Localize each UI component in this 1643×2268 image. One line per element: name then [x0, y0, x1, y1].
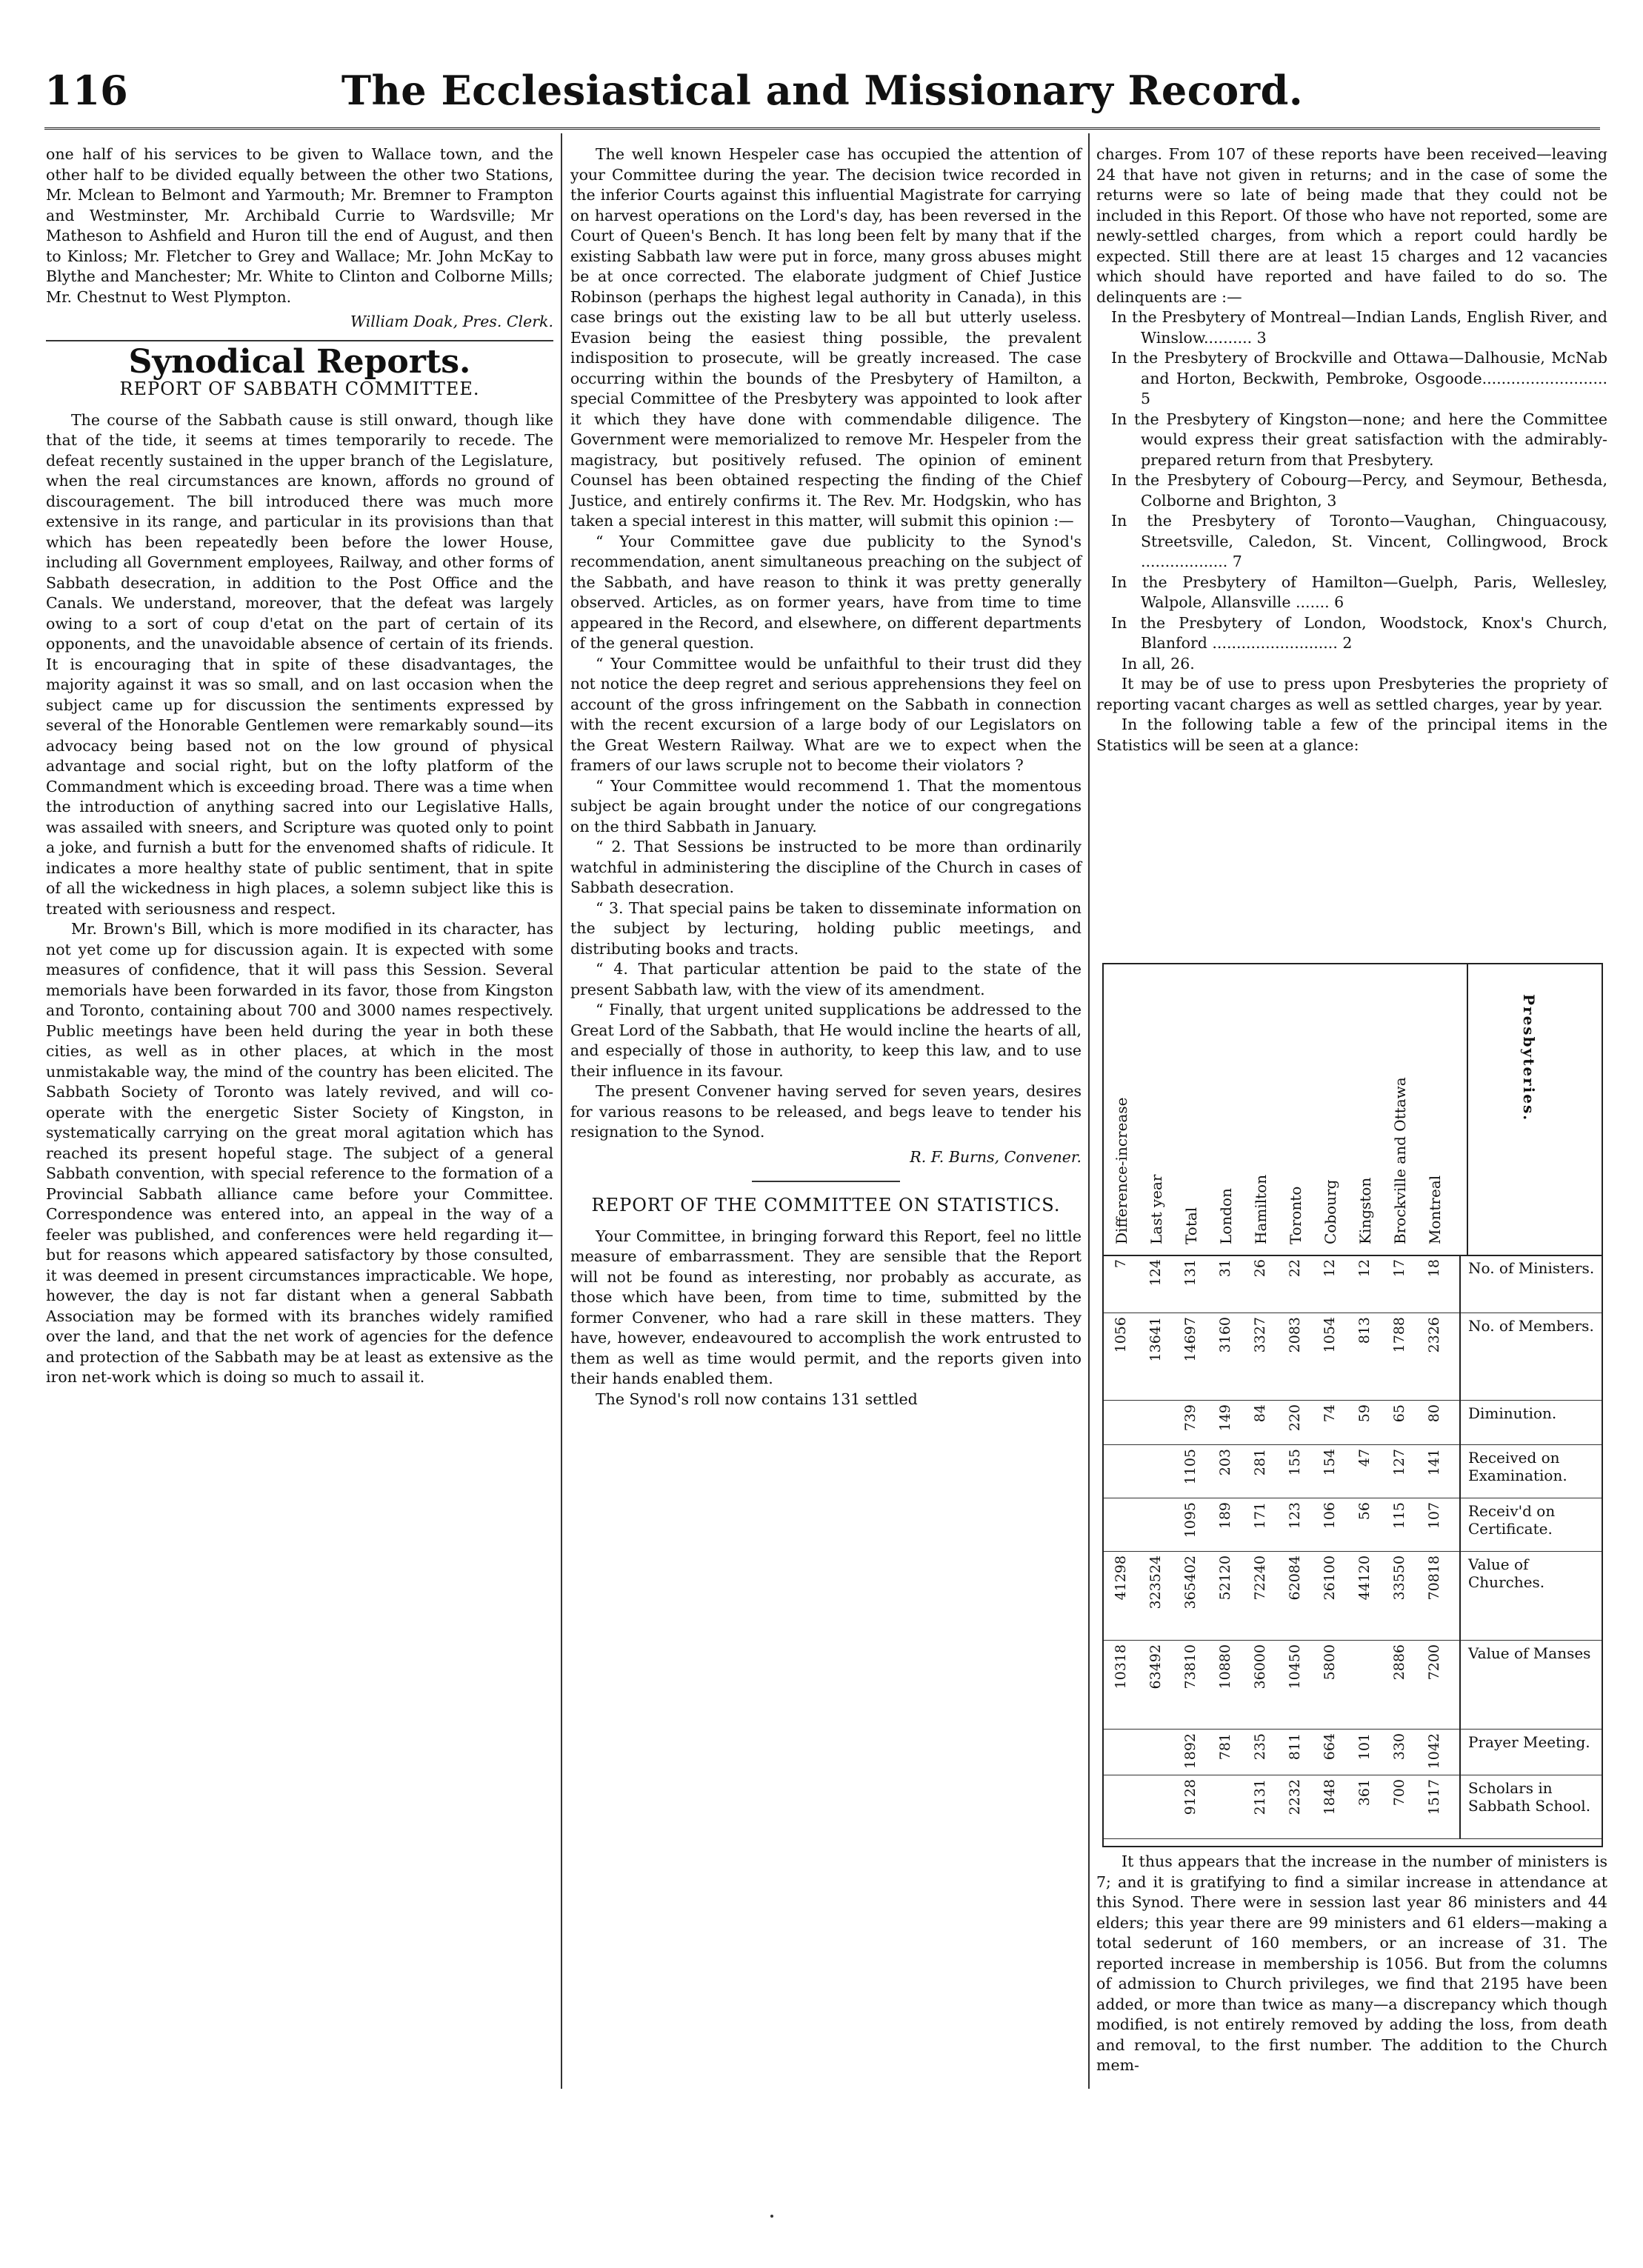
row-label: Received on Examination.	[1468, 1449, 1567, 1484]
table-cell: 189	[1217, 1502, 1233, 1530]
table-cell: 235	[1252, 1733, 1268, 1761]
table-cell: 101	[1356, 1733, 1373, 1761]
table-cell: 124	[1147, 1259, 1164, 1287]
table-cell: 1105	[1182, 1449, 1199, 1485]
paragraph: “ Finally, that urgent united supplications be addressed to the Great Lord of the Sabbath, that He would incline the hearts of all, and especially of those in authority, to keep this law, and to use their influence in its favour.	[570, 1001, 1082, 1080]
table-cell: 59	[1356, 1404, 1373, 1423]
table-cell: 2886	[1391, 1644, 1407, 1681]
table-cell: 22	[1287, 1259, 1303, 1278]
row-label: Value of Churches.	[1468, 1555, 1545, 1591]
paragraph: “ 3. That special pains be taken to disseminate information on the subject by lecturing, holding public meetings, and distributing books and tracts.	[570, 898, 1082, 958]
table-cell: 70818	[1426, 1555, 1442, 1601]
table-cell: 74	[1322, 1404, 1338, 1423]
column-divider	[1088, 133, 1090, 2089]
table-cell: 2232	[1287, 1779, 1303, 1815]
table-cell: 17	[1391, 1259, 1407, 1278]
table-cell: 323524	[1147, 1555, 1164, 1610]
table-cell: 56	[1356, 1502, 1373, 1521]
row-values	[1104, 1775, 1461, 1838]
table-cell: 9128	[1182, 1779, 1199, 1815]
table-cell: 41298	[1113, 1555, 1129, 1601]
presbytery-labels	[1104, 964, 1459, 1255]
divider	[752, 1181, 900, 1182]
presbytery-name: Montreal	[1426, 1175, 1444, 1244]
presbytery-name: Kingston	[1356, 1177, 1374, 1244]
statistics-table	[1102, 963, 1603, 1847]
row-label: No. of Ministers.	[1468, 1259, 1595, 1277]
journal-title: The Ecclesiastical and Missionary Record.	[341, 67, 1304, 114]
table-cell: 1848	[1322, 1779, 1338, 1815]
row-values	[1104, 1255, 1461, 1313]
table-cell: 3160	[1217, 1317, 1233, 1353]
table-row	[1104, 1640, 1602, 1730]
row-values	[1104, 1640, 1461, 1729]
table-row	[1104, 1255, 1602, 1313]
table-cell: 365402	[1182, 1555, 1199, 1610]
table-header	[1104, 964, 1602, 1256]
table-cell: 664	[1322, 1733, 1338, 1761]
table-cell: 72240	[1252, 1555, 1268, 1601]
table-cell: 149	[1217, 1404, 1233, 1432]
table-cell: 7200	[1426, 1644, 1442, 1681]
table-cell: 811	[1287, 1733, 1303, 1761]
table-cell: 31	[1217, 1259, 1233, 1278]
paragraph: It may be of use to press upon Presbyteries the propriety of reporting vacant charges as well as settled charges, year by year.	[1096, 675, 1607, 713]
table-cell: 14697	[1182, 1317, 1199, 1362]
table-row	[1104, 1498, 1602, 1552]
signature: William Doak, Pres. Clerk.	[350, 313, 553, 330]
table-cell: 1095	[1182, 1502, 1199, 1538]
table-row	[1104, 1444, 1602, 1498]
table-cell: 44120	[1356, 1555, 1373, 1601]
column-3-continued	[1096, 1852, 1607, 2076]
table-cell: 739	[1182, 1404, 1199, 1432]
presbytery-name: Difference-increase	[1113, 1097, 1130, 1244]
table-cell: 13641	[1147, 1317, 1164, 1362]
presbytery-name: Hamilton	[1252, 1174, 1270, 1244]
table-cell: 127	[1391, 1449, 1407, 1476]
table-cell: 10450	[1287, 1644, 1303, 1690]
presbyteries-header	[1467, 964, 1594, 1255]
delinquent-item: In the Presbytery of Montreal—Indian Lands, English River, and Winslow.......... 3	[1111, 308, 1607, 347]
table-row	[1104, 1775, 1602, 1839]
table-cell: 33550	[1391, 1555, 1407, 1601]
table-cell: 80	[1426, 1404, 1442, 1423]
table-cell: 107	[1426, 1502, 1442, 1530]
table-cell: 62084	[1287, 1555, 1303, 1601]
row-label: Prayer Meeting.	[1468, 1733, 1590, 1751]
report-heading: REPORT OF SABBATH COMMITTEE.	[119, 378, 480, 399]
row-label: Diminution.	[1468, 1404, 1557, 1422]
table-cell: 281	[1252, 1449, 1268, 1476]
paragraph: Mr. Brown's Bill, which is more modified in its character, has not yet come up for discussion again. It is expected with some measures of confidence, that it will pass this Session. Several memorials have been forwarded in its favor, those from Kingston and Toronto, containing about 700 and 3000 names respectively. Public meetings have been held during the year in both these cities, as well as in other places, at which in the most unmistakable way, the mind of the country has been elicited. The Sabbath Society of Toronto was lately revived, and will co-operate with the energetic Sister Society of Kingston, in systematically carrying on the great moral agitation which has reached its present hopeful stage. The subject of a general Sabbath convention, with special reference to the formation of a Provincial Sabbath alliance came before your Committee. Correspondence was entered into, an appeal in the way of a feeler was published, and conferences were held regarding it—but for reasons which appeared satisfactory by those consulted, it was deemed in present circumstances impracticable. We hope, however, the day is not far distant when a general Sabbath Association may be formed with its branches widely ramified over the land, and that the net work of agencies for the defence and protection of the Sabbath may be at least as extensive as the iron net-work which is doing so much to assail it.	[46, 920, 553, 1386]
presbytery-name: Brockville and Ottawa	[1391, 1077, 1409, 1244]
table-row	[1104, 1551, 1602, 1641]
table-cell: 2326	[1426, 1317, 1442, 1353]
table-cell: 154	[1322, 1449, 1338, 1476]
row-values	[1104, 1498, 1461, 1551]
intro-paragraph: one half of his services to be given to Wallace town, and the other half to be divided equally between the other two Stations, Mr. Mclean to Belmont and Yarmouth; Mr. Bremner to Frampton and Westminster, Mr. Archibald Currie to Wardsville; Mr Matheson to Ashfield and Huron till the end of August, and then to Kinloss; Mr. Fletcher to Grey and Wallace; Mr. John McKay to Blythe and Manchester; Mr. White to Clinton and Colborne Mills; Mr. Chestnut to West Plympton.	[46, 145, 553, 306]
table-cell: 7	[1113, 1259, 1129, 1269]
table-cell: 5800	[1322, 1644, 1338, 1681]
table-cell: 52120	[1217, 1555, 1233, 1601]
table-cell: 12	[1356, 1259, 1373, 1278]
row-values	[1104, 1444, 1461, 1498]
table-cell: 781	[1217, 1733, 1233, 1761]
delinquent-item: In the Presbytery of Brockville and Ottawa—Dalhousie, McNab and Horton, Beckwith, Pembroke, Osgoode.......................... 5	[1111, 349, 1607, 407]
row-label: Receiv'd on Certificate.	[1468, 1502, 1556, 1538]
row-label: Value of Manses	[1468, 1644, 1591, 1662]
table-cell: 47	[1356, 1449, 1373, 1467]
paragraph: charges. From 107 of these reports have been received—leaving 24 that have not given in returns; and in the case of some the returns were so late of being made that they could not be included in this Report. Of those who have not reported, some are newly-settled charges, from which a report could hardly be expected. Still there are at least 15 charges and 12 vacancies which should have reported and have failed to do so. The delinquents are :—	[1096, 145, 1607, 306]
presbytery-name: Last year	[1147, 1174, 1165, 1244]
paragraph: “ 4. That particular attention be paid to the state of the present Sabbath law, with the view of its amendment.	[570, 960, 1082, 998]
table-cell: 330	[1391, 1733, 1407, 1761]
table-row	[1104, 1729, 1602, 1775]
table-row	[1104, 1313, 1602, 1401]
table-cell: 123	[1287, 1502, 1303, 1530]
table-cell: 26100	[1322, 1555, 1338, 1601]
table-cell: 1892	[1182, 1733, 1199, 1770]
table-cell: 1056	[1113, 1317, 1129, 1353]
delinquent-item: In the Presbytery of Toronto—Vaughan, Chinguacousy, Streetsville, Caledon, St. Vincent, Collingwood, Brock .................. 7	[1111, 512, 1607, 570]
paragraph: “ Your Committee would be unfaithful to their trust did they not notice the deep regret and serious apprehensions they feel on account of the gross infringement on the Sabbath in connection with the recent excursion of a large body of our Legislators on the Great Western Railway. What are we to expect when the framers of our laws scruple not to become their violators ?	[570, 654, 1082, 774]
table-cell: 361	[1356, 1779, 1373, 1807]
paragraph: The Synod's roll now contains 131 settled	[596, 1390, 918, 1408]
delinquent-item: In the Presbytery of London, Woodstock, Knox's Church, Blanford .......................... 2	[1111, 613, 1607, 652]
table-cell: 115	[1391, 1502, 1407, 1530]
delinquent-item: In the Presbytery of Kingston—none; and here the Committee would express their great satisfaction with the admirably-prepared return from that Presbytery.	[1111, 410, 1607, 469]
column-2	[570, 144, 1082, 1410]
table-row	[1104, 1400, 1602, 1445]
paragraph: It thus appears that the increase in the number of ministers is 7; and it is gratifying to find a similar increase in attendance at this Synod. There were in session last year 86 ministers and 44 elders; this year there are 99 ministers and 61 elders—making a total sederunt of 160 members, or an increase of 31. The reported increase in membership is 1056. But from the columns of admission to Church privileges, we find that 2195 have been added, or more than twice as many—a discrepancy which though modified, is not entirely removed by adding the loss, from death and removal, to the first number. The addition to the Church mem-	[1096, 1852, 1607, 2074]
table-cell: 1788	[1391, 1317, 1407, 1353]
paragraph: The course of the Sabbath cause is still onward, though like that of the tide, it seems at times temporarily to recede. The defeat recently sustained in the upper branch of the Legislature, when the real circumstances are known, affords no ground of discouragement. The bill introduced there was much more extensive in its range, and particular in its provisions than that which has been repeatedly been before the lower House, including all Government employees, Railway, and other forms of Sabbath desecration, in addition to the Post Office and the Canals. We understand, moreover, that the defeat was largely owing to a sort of coup d'etat on the part of certain of its opponents, and the unavoidable absence of certain of its friends. It is encouraging that in spite of these disadvantages, the majority against it was so small, and on last occasion when the subject came up for discussion the sentiments expressed by several of the Honorable Gentlemen were remarkably sound—its advocacy being based not on the low ground of physical advantage and social right, but on the lofty platform of the Commandment which is exceeding broad. There was a time when the introduction of anything sacred into our Legislative Halls, was assailed with sneers, and Scripture was quoted only to point a joke, and furnish a butt for the envenomed shafts of ridicule. It indicates a more healthy state of public sentiment, that in spite of all the wickedness in high places, a solemn subject like this is treated with seriousness and respect.	[46, 410, 553, 918]
column-divider	[561, 133, 562, 2089]
table-cell: 73810	[1182, 1644, 1199, 1690]
row-label: Scholars in Sabbath School.	[1468, 1779, 1591, 1815]
in-all: In all, 26.	[1122, 654, 1195, 673]
report-heading: REPORT OF THE COMMITTEE ON STATISTICS.	[591, 1195, 1061, 1215]
table-cell: 1054	[1322, 1317, 1338, 1353]
column-3	[1096, 144, 1607, 756]
row-values	[1104, 1400, 1461, 1444]
table-intro: In the following table a few of the principal items in the Statistics will be seen at a glance:	[1096, 716, 1607, 754]
paragraph: “ 2. That Sessions be instructed to be more than ordinarily watchful in administering the discipline of the Church in cases of Sabbath desecration.	[570, 838, 1082, 896]
table-cell: 171	[1252, 1502, 1268, 1530]
table-cell: 1517	[1426, 1779, 1442, 1815]
paragraph: The present Convener having served for seven years, desires for various reasons to be released, and begs leave to tender his resignation to the Synod.	[570, 1082, 1082, 1141]
paragraph: The well known Hespeler case has occupied the attention of your Committee during the year. The decision twice recorded in the inferior Courts against this influential Magistrate for carrying on harvest operations on the Lord's day, has been reversed in the Court of Queen's Bench. It has long been felt by many that if the existing Sabbath law were put in force, many gross abuses might be at once corrected. The elaborate judgment of Chief Justice Robinson (perhaps the highest legal authority in Canada), in this case brings out the existing law to be all but utterly useless. Evasion being the easiest thing possible, the prevalent indisposition to prosecute, will be greatly increased. The case occurring within the bounds of the Presbytery of Hamilton, a special Committee of the Presbytery was appointed to look after it which they have done with commendable diligence. The Government were memorialized to remove Mr. Hespeler from the magistracy, but positively refused. The opinion of eminent Counsel has been obtained respecting the finding of the Chief Justice, and entirely confirms it. The Rev. Mr. Hodgskin, who has taken a special interest in this matter, will submit this opinion :—	[570, 145, 1082, 530]
column-1	[46, 144, 553, 1388]
section-heading: Synodical Reports.	[128, 342, 471, 381]
table-cell: 10880	[1217, 1644, 1233, 1690]
table-cell: 63492	[1147, 1644, 1164, 1690]
paragraph: “ Your Committee would recommend 1. That the momentous subject be again brought under the notice of our congregations on the third Sabbath in January.	[570, 776, 1082, 836]
row-label: No. of Members.	[1468, 1317, 1594, 1335]
table-cell: 26	[1252, 1259, 1268, 1278]
table-cell: 1042	[1426, 1733, 1442, 1770]
table-cell: 106	[1322, 1502, 1338, 1530]
row-values	[1104, 1313, 1461, 1400]
presbytery-name: Total	[1182, 1207, 1200, 1244]
divider	[46, 340, 553, 341]
delinquent-item: In the Presbytery of Cobourg—Percy, and Seymour, Bethesda, Colborne and Brighton, 3	[1111, 471, 1607, 510]
table-cell: 10318	[1113, 1644, 1129, 1690]
table-cell: 2131	[1252, 1779, 1268, 1815]
header-rule	[44, 127, 1600, 130]
table-cell: 36000	[1252, 1644, 1268, 1690]
table-cell: 131	[1182, 1259, 1199, 1287]
table-cell: 220	[1287, 1404, 1303, 1432]
presbytery-name: Toronto	[1287, 1186, 1304, 1244]
row-values	[1104, 1729, 1461, 1775]
table-cell: 18	[1426, 1259, 1442, 1278]
table-cell: 700	[1391, 1779, 1407, 1807]
table-cell: 141	[1426, 1449, 1442, 1476]
table-cell: 2083	[1287, 1317, 1303, 1353]
table-cell: 155	[1287, 1449, 1303, 1476]
table-cell: 813	[1356, 1317, 1373, 1344]
table-cell: 12	[1322, 1259, 1338, 1278]
presbytery-name: London	[1217, 1188, 1235, 1244]
presbytery-name: Cobourg	[1322, 1179, 1339, 1244]
paragraph: “ Your Committee gave due publicity to the Synod's recommendation, anent simultaneous preaching on the subject of the Sabbath, and have reason to think it was pretty generally observed. Articles, as on former years, have from time to time appeared in the Record, and elsewhere, on different departments of the general question.	[570, 532, 1082, 652]
signature: R. F. Burns, Convener.	[910, 1147, 1082, 1166]
print-speck	[770, 2215, 773, 2218]
table-cell: 65	[1391, 1404, 1407, 1423]
page-header	[44, 67, 1600, 126]
table-cell: 84	[1252, 1404, 1268, 1423]
row-values	[1104, 1551, 1461, 1640]
table-cell: 203	[1217, 1449, 1233, 1476]
delinquent-item: In the Presbytery of Hamilton—Guelph, Paris, Wellesley, Walpole, Allansville ....... 6	[1111, 573, 1607, 611]
presbyteries-header-label: Presbyteries.	[1520, 994, 1538, 1122]
table-cell: 3327	[1252, 1317, 1268, 1353]
page-number: 116	[44, 67, 128, 114]
paragraph: Your Committee, in bringing forward this Report, feel no little measure of embarrassment. They are sensible that the Report will not be found as interesting, nor probably as accurate, as those which have been, from time to time, submitted by the former Convener, who had a rare skill in these matters. They have, however, endeavoured to accomplish the work entrusted to them as well as time would permit, and the reports given into their hands enabled them.	[570, 1227, 1082, 1387]
